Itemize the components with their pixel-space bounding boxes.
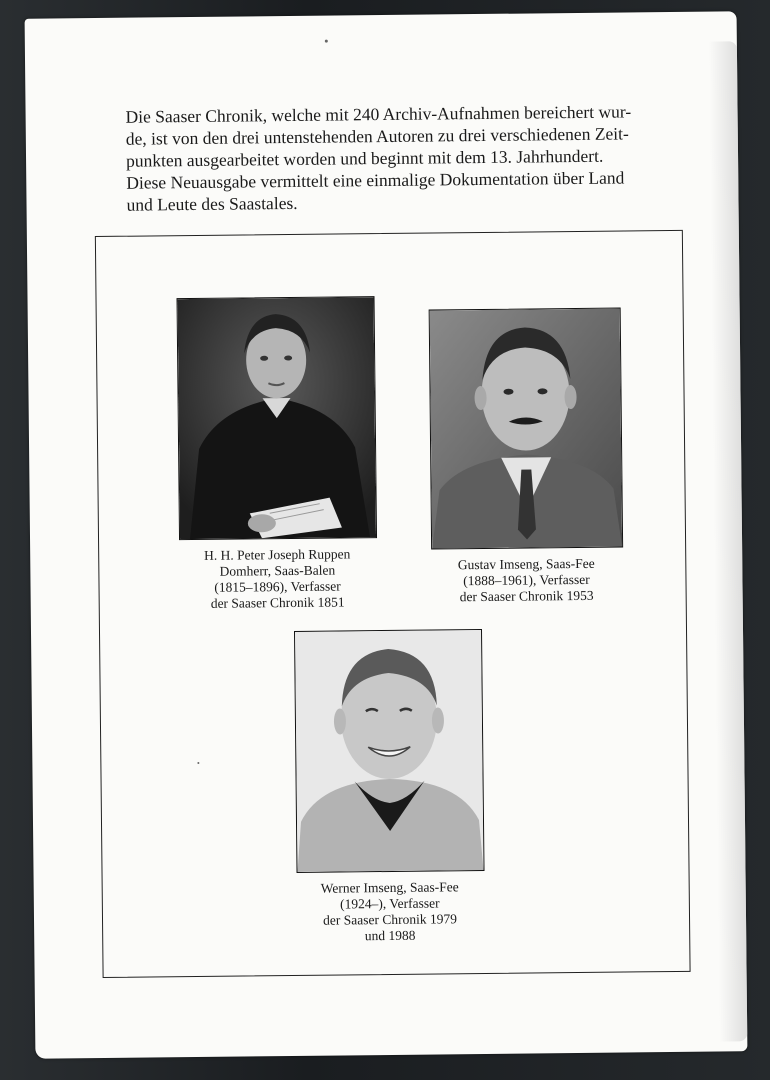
portrait-2-image (430, 309, 622, 549)
caption-line: Gustav Imseng, Saas-Fee (457, 555, 595, 573)
intro-line: de, ist von den drei untenstehenden Autoren zu drei verschiedenen Zeit- (125, 123, 629, 149)
caption-line: Domherr, Saas-Balen (219, 562, 336, 579)
caption-line: (1888–1961), Verfasser (463, 571, 590, 589)
portrait-gustav-imseng (429, 308, 624, 550)
intro-line: und Leute des Saastales. (126, 192, 298, 215)
caption-line: und 1988 (364, 927, 416, 944)
caption-line: der Saaser Chronik 1953 (459, 587, 594, 605)
caption-line: der Saaser Chronik 1979 (323, 911, 458, 928)
book-back-cover (25, 11, 748, 1058)
caption-line: der Saaser Chronik 1851 (210, 594, 345, 611)
portrait-peter-joseph-ruppen (177, 296, 378, 540)
intro-paragraph (125, 100, 686, 216)
portrait-1-image (178, 297, 377, 539)
dust-speck (197, 762, 199, 764)
caption-line: (1815–1896), Verfasser (214, 578, 341, 595)
portrait-3-image (295, 630, 484, 872)
portrait-frame (95, 230, 691, 978)
caption-line: Werner Imseng, Saas-Fee (320, 879, 459, 896)
intro-line: Diese Neuausgabe vermittelt eine einmalige Dokumentation über Land (126, 167, 625, 193)
caption-line: H. H. Peter Joseph Ruppen (204, 546, 351, 563)
caption-peter-joseph-ruppen (157, 546, 398, 613)
caption-werner-imseng (275, 879, 506, 945)
caption-gustav-imseng (411, 555, 641, 605)
intro-line: punkten ausgearbeitet worden und beginnt mit dem 13. Jahrhundert. (125, 145, 604, 171)
portrait-werner-imseng (294, 629, 485, 873)
intro-line: Die Saaser Chronik, welche mit 240 Archiv-Aufnahmen bereichert wur- (125, 101, 632, 127)
dust-speck (325, 40, 328, 43)
caption-line: (1924–), Verfasser (340, 895, 440, 912)
